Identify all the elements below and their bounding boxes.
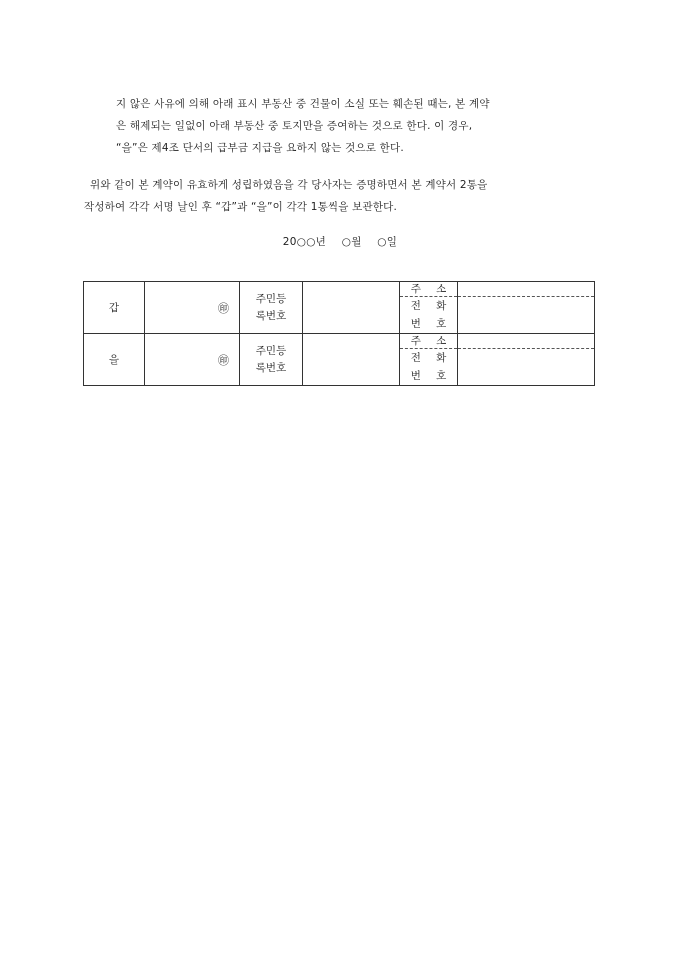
date-year: 20○○년: [282, 236, 327, 248]
clause-line-3: “을”은 제4조 단서의 급부금 지급을 요하지 않는 것으로 한다.: [116, 142, 404, 154]
clause-paragraph: [116, 93, 596, 159]
phone-label: [400, 349, 457, 385]
phone-label-line-2: 번 호: [410, 370, 453, 382]
id-label-line-1: 주민등: [255, 344, 287, 357]
clause-line-2: 은 해제되는 일없이 아래 부동산 중 토지만을 증여하는 것으로 한다. 이 경우,: [116, 120, 473, 132]
address-field[interactable]: [458, 334, 594, 349]
id-label-line-1: 주민등: [255, 292, 287, 305]
contact-values-eul: [458, 334, 595, 386]
party-name-gap: 갑: [84, 282, 145, 334]
id-number-label-gap: [240, 282, 303, 334]
contract-date: [0, 234, 680, 249]
id-label-line-2: 록번호: [255, 361, 287, 374]
address-label: 주 소: [400, 334, 457, 349]
contact-labels-gap: [400, 282, 458, 334]
phone-label: [400, 297, 457, 333]
date-day: ○일: [377, 236, 398, 248]
signature-table: [83, 281, 595, 386]
contact-values-gap: [458, 282, 595, 334]
seal-mark-gap: ㊞: [145, 282, 240, 334]
closing-line-1: 위와 같이 본 계약이 유효하게 성립하였음을 각 당사자는 증명하면서 본 계약서 2통을: [90, 179, 488, 191]
id-number-field-gap[interactable]: [303, 282, 400, 334]
clause-line-1: 지 않은 사유에 의해 아래 표시 부동산 중 건물이 소실 또는 훼손된 때는, 본 계약: [116, 98, 490, 110]
signature-row-eul: [84, 334, 595, 386]
closing-line-2: 작성하여 각각 서명 날인 후 “갑”과 “을”이 각각 1통씩을 보관한다.: [84, 201, 398, 213]
phone-label-line-2: 번 호: [410, 318, 453, 330]
date-month: ○월: [341, 236, 362, 248]
phone-label-line-1: 전 화: [410, 352, 453, 364]
seal-mark-eul: ㊞: [145, 334, 240, 386]
party-name-eul: 을: [84, 334, 145, 386]
signature-row-gap: [84, 282, 595, 334]
id-number-label-eul: [240, 334, 303, 386]
phone-field[interactable]: [458, 349, 594, 385]
id-label-line-2: 록번호: [255, 309, 287, 322]
phone-label-line-1: 전 화: [410, 300, 453, 312]
address-field[interactable]: [458, 282, 594, 297]
address-label: 주 소: [400, 282, 457, 297]
id-number-field-eul[interactable]: [303, 334, 400, 386]
phone-field[interactable]: [458, 297, 594, 333]
contact-labels-eul: [400, 334, 458, 386]
closing-paragraph: [84, 174, 599, 218]
